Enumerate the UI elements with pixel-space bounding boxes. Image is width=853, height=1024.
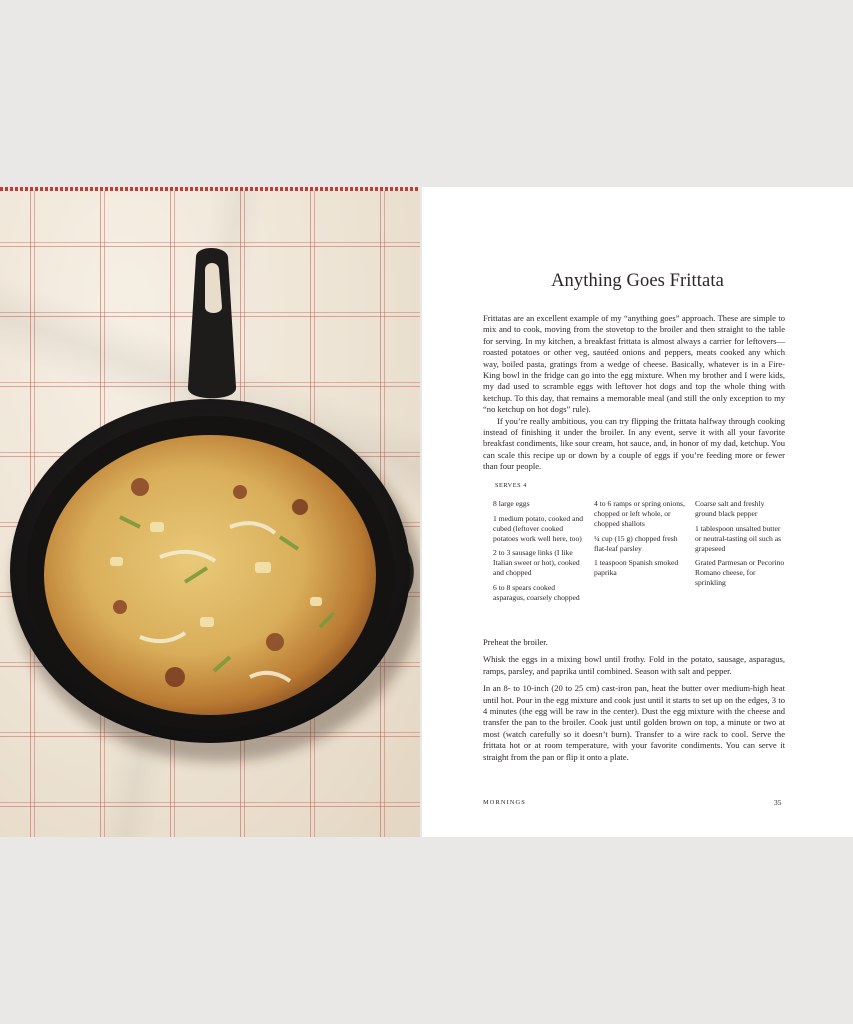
book-spread xyxy=(0,187,853,837)
ingredient: 1 tablespoon unsalted butter or neutral-tasting oil such as grapeseed xyxy=(695,523,782,553)
intro-paragraph: If you’re really ambitious, you can try flipping the frittata halfway through cooking instead of finishing it under the broiler. In any event, serve it with all your favorite breakfast condiments, like sour cream, hot sauce, and, in honor of my dad, ketchup. You can scale this recipe up or down by a couple of eggs if you’re feeding more or fewer than four people. xyxy=(483,415,785,472)
ingredient: Grated Parmesan or Pecorino Romano cheese, for sprinkling xyxy=(695,558,785,587)
serves-label: SERVES 4 xyxy=(495,482,527,489)
page-number: 35 xyxy=(774,798,782,807)
ingredients-column-2 xyxy=(594,499,686,583)
ingredient: 4 to 6 ramps or spring onions, chopped or left whole, or chopped shallots xyxy=(594,499,685,528)
skillet-illustration xyxy=(0,187,420,837)
ingredient: 1 teaspoon Spanish smoked paprika xyxy=(594,558,679,577)
method-step: Preheat the broiler. xyxy=(483,637,548,647)
ingredients-column-3 xyxy=(695,499,787,593)
ingredient: 6 to 8 spears cooked asparagus, coarsely chopped xyxy=(493,582,580,602)
recipe-title: Anything Goes Frittata xyxy=(551,271,724,291)
ingredient: Coarse salt and freshly ground black pepper xyxy=(695,499,765,518)
recipe-page xyxy=(422,187,853,837)
recipe-method xyxy=(483,637,785,769)
frittata-photo xyxy=(0,187,420,837)
method-step: Whisk the eggs in a mixing bowl until frothy. Fold in the potato, sausage, asparagus, ramps, parsley, and paprika until combined. Season with salt and pepper. xyxy=(483,654,785,676)
ingredient: 8 large eggs xyxy=(493,499,530,508)
ingredient: 2 to 3 sausage links (I like Italian sweet or hot), cooked and chopped xyxy=(493,548,580,577)
frittata xyxy=(44,435,376,715)
running-footer-section: MORNINGS xyxy=(483,799,526,806)
method-step: In an 8- to 10-inch (20 to 25 cm) cast-iron pan, heat the butter over medium-high heat until hot. Pour in the egg mixture and cook just until it starts to set up on the edges, 3 to 4 minutes (the egg will be raw in the center). Dust the egg mixture with the cheese and transfer the pan to the broiler. Cook just until golden brown on top, a minute or two at most (watch carefully so it doesn’t burn). Transfer to a wire rack to cool. Serve the frittata hot or at room temperature, with your favorite condiments. You can serve it straight from the pan or flip it onto a plate. xyxy=(483,683,785,762)
recipe-intro xyxy=(483,313,785,473)
ingredient: 1 medium potato, cooked and cubed (leftover cooked potatoes work well here, too) xyxy=(493,513,584,543)
ingredients-column-1 xyxy=(493,499,585,607)
intro-paragraph: Frittatas are an excellent example of my “anything goes” approach. These are simple to mix and to cook, moving from the stovetop to the broiler and then straight to the table for serving. In my kitchen, a breakfast frittata is almost always a carrier for leftovers—roasted potatoes or other veg, sautéed onions and peppers, meats cooked any which way, boiled pasta, gratings from a wedge of cheese. Basically, whatever is in a Fire-King bowl in the fridge can go into the egg mixture. When my brother and I were kids, my dad used to scramble eggs with leftover hot dogs and top the whole thing with ketchup. To this day, that remains a memorable meal (and still the only exception to my “no ketchup on hot dogs” rule). xyxy=(483,313,785,415)
ingredient: ¼ cup (15 g) chopped fresh flat-leaf parsley xyxy=(594,533,678,553)
